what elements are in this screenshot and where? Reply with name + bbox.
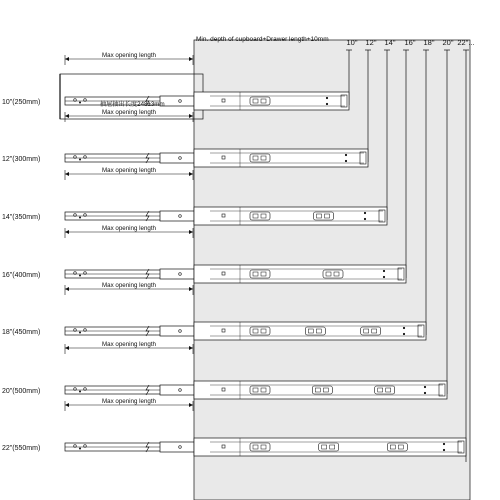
slide-body [194, 438, 466, 456]
inner-rail-block [160, 269, 194, 279]
opening-length-label: Max opening length [101, 225, 157, 232]
slide-rivet [403, 333, 405, 335]
slide-rivet [326, 97, 328, 99]
slide-body [194, 322, 426, 340]
slide-rivet [345, 160, 347, 162]
opening-length-label: Max opening length [101, 52, 157, 59]
inner-rail-block [160, 442, 194, 452]
slide-rivet [383, 276, 385, 278]
opening-arrow-left [65, 346, 69, 350]
opening-arrow-right [189, 172, 193, 176]
mount-hole [79, 391, 81, 393]
opening-arrow-right [189, 346, 193, 350]
inner-rail-block [160, 385, 194, 395]
mount-hole [79, 448, 81, 450]
row-size-label: 10"(250mm) [2, 99, 41, 106]
opening-arrow-left [65, 57, 69, 61]
min-depth-label: Min. depth of cupboard+Drawer length+10mm [196, 36, 329, 43]
slide-rivet [345, 154, 347, 156]
slide-rivet [424, 386, 426, 388]
slide-body [194, 265, 406, 283]
column-label: 12" [365, 38, 377, 47]
opening-arrow-left [65, 172, 69, 176]
opening-length-label: Max opening length [101, 341, 157, 348]
inner-rail-block [160, 211, 194, 221]
inner-rail-block [160, 96, 194, 106]
mount-hole [79, 102, 81, 104]
column-label: 16" [404, 38, 416, 47]
opening-arrow-left [65, 403, 69, 407]
column-label: 14" [384, 38, 396, 47]
row-size-label: 16"(400mm) [2, 272, 41, 279]
row-size-label: 22"(550mm) [2, 445, 41, 452]
mount-hole [79, 332, 81, 334]
row-size-label: 20"(500mm) [2, 388, 41, 395]
column-label: 10" [346, 38, 358, 47]
mount-hole [79, 217, 81, 219]
row-size-label: 18"(450mm) [2, 329, 41, 336]
slide-rivet [383, 270, 385, 272]
opening-arrow-right [189, 403, 193, 407]
slide-body [194, 207, 387, 225]
inner-rail-block [160, 326, 194, 336]
row-size-label: 12"(300mm) [2, 156, 41, 163]
mount-hole [79, 159, 81, 161]
slide-rivet [443, 443, 445, 445]
slide-rivet [443, 449, 445, 451]
slide-rivet [424, 392, 426, 394]
slide-rivet [364, 212, 366, 214]
slide-body [194, 149, 368, 167]
opening-arrow-right [189, 114, 193, 118]
opening-arrow-right [189, 230, 193, 234]
inner-rail-block [160, 153, 194, 163]
opening-arrow-left [65, 287, 69, 291]
mount-hole [79, 275, 81, 277]
column-label: 18" [423, 38, 435, 47]
opening-length-label: Max opening length [101, 398, 157, 405]
slide-rivet [326, 103, 328, 105]
opening-length-label: Max opening length [101, 167, 157, 174]
slide-body [194, 92, 349, 110]
slide-rivet [403, 327, 405, 329]
column-label: 20" [442, 38, 454, 47]
opening-length-label: Max opening length [101, 282, 157, 289]
row-size-label: 14"(350mm) [2, 214, 41, 221]
column-label: 22"... [457, 38, 475, 47]
opening-length-label: Max opening length [101, 109, 157, 116]
extension-note: 抽屉抽出长度248±3mm [100, 101, 165, 108]
opening-arrow-right [189, 57, 193, 61]
opening-arrow-left [65, 114, 69, 118]
opening-arrow-left [65, 230, 69, 234]
opening-arrow-right [189, 287, 193, 291]
slide-rivet [364, 218, 366, 220]
